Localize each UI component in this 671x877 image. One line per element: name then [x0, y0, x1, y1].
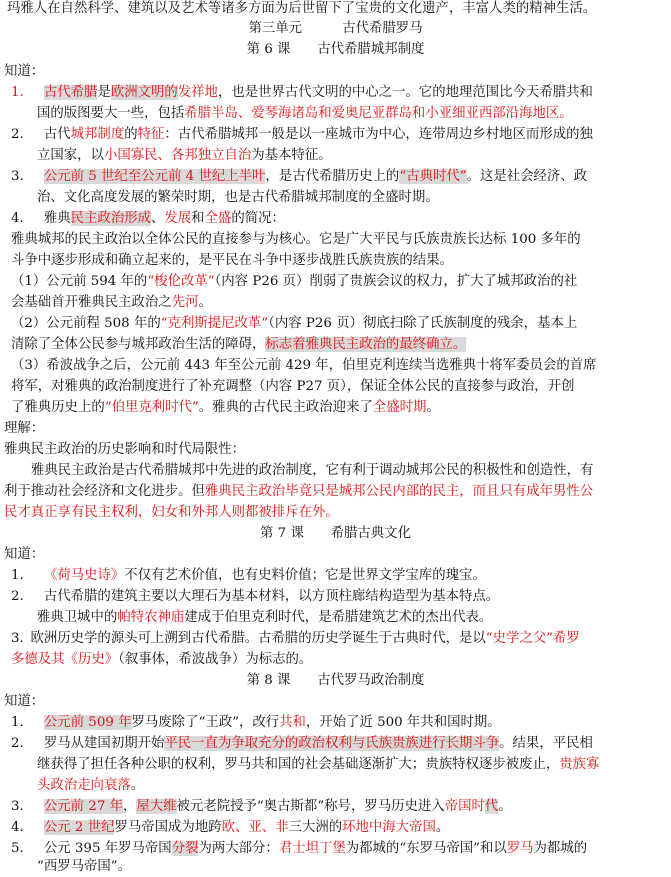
understand-line1: 雅典民主政治是古代希腊城邦中先进的政治制度，它有利于调动城邦公民的积极性和创造性，有	[31, 463, 594, 478]
l8-item1: 1. 公元前 509 年罗马废除了“王政”，改行共和，开始了近 500 年共和国时期。	[11, 715, 501, 730]
l6-item2-line1: 2. 古代城邦制度的特征：古代希腊城邦一般是以一座城市为中心，连带周边乡村地区而形成的独	[11, 127, 593, 142]
understand-label: 理解：	[4, 421, 45, 436]
l6-item1-line2: 国的版图要大一些，包括希腊半岛、爱琴海诸岛和爱奥尼亚群岛和小亚细亚西部沿海地区。	[37, 106, 573, 121]
l6-item4-sub3-line3: 了雅典历史上的“伯里克利时代”。雅典的古代民主政治迎来了全盛时期。	[11, 400, 440, 415]
top-line: 玛雅人在自然科学、建筑以及艺术等诸多方面为后世留下了宝贵的文化遗产，丰富人类的精神生活。	[7, 1, 597, 16]
l8-item2-line1: 2. 罗马从建国初期开始平民一直为争取充分的政治权利与氏族贵族进行长期斗争。结果，平民相	[11, 736, 593, 751]
l6-item4-sub1-line2: 会基础首开雅典民主政治之先河。	[11, 295, 212, 310]
l6-item4-title: 4. 雅典民主政治形成、发展和全盛的简况：	[11, 211, 285, 226]
lesson7-title: 第 7 课 希腊古典文化	[260, 526, 411, 541]
lesson6-title: 第 6 课 古代希腊城邦制度	[246, 42, 425, 57]
l8-item3: 3. 公元前 27 年，屋大维被元老院授予“奥古斯都”称号，罗马历史进入帝国时代。	[11, 799, 512, 814]
l6-item2-line2: 立国家，以小国寡民、各邦独立自治为基本特征。	[37, 148, 332, 163]
l6-item4-para1: 雅典城邦的民主政治以全体公民的直接参与为核心。它是广大平民与氏族贵族长达标 100 多年的	[11, 232, 581, 247]
l7-item3-line1: 3. 欧洲历史学的源头可上溯到古代希腊。古希腊的历史学诞生于古典时代，是以“史学之父”希罗	[11, 631, 580, 646]
l6-item4-sub3-line2: 将军，对雅典的政治制度进行了补充调整（内容 P27 页），保证全体公民的直接参与政治，开创	[11, 379, 575, 394]
l8-item2-line3: 头政治走向衰落。	[37, 778, 145, 793]
l6-item4-sub2-line1: （2）公元前程 508 年的“克利斯提尼改革”（内容 P26 页）彻底扫除了氏族制度的残余，基本上	[11, 316, 578, 331]
l7-item3-line2: 多德及其《历史》（叙事体，希波战争）为标志的。	[11, 652, 313, 667]
l6-item1-line1: 1. 古代希腊是欧洲文明的发祥地，也是世界古代文明的中心之一。它的地理范围比今天希腊共和	[11, 85, 593, 100]
l8-item5-line1: 5. 公元 395 年罗马帝国分裂为两大部分：君士坦丁堡为都城的“东罗马帝国”和以罗马为都城的	[11, 841, 588, 856]
l8-item4: 4. 公元 2 世纪罗马帝国成为地跨欧、亚、非三大洲的环地中海大帝国。	[11, 820, 450, 835]
l6-item3-line2: 治、文化高度发展的繁荣时期，也是古代希腊城邦制度的全盛时期。	[37, 190, 439, 205]
lesson7-know-label: 知道：	[4, 547, 45, 562]
l7-item2-line1: 2. 古代希腊的建筑主要以大理石为基本材料，以方顶柱廊结构造型为基本特点。	[11, 589, 500, 604]
l6-item4-para2: 斗争中逐步形成和确立起来的，是平民在斗争中逐步战胜氏族贵族的结果。	[11, 253, 453, 268]
l8-item5-line2: “西罗马帝国”。	[37, 859, 132, 874]
l6-item4-sub2-line2: 清除了全体公民参与城邦政治生活的障碍，标志着雅典民主政治的最终确立。	[11, 337, 467, 352]
unit-title: 第三单元 古代希腊罗马	[248, 21, 423, 36]
l7-item2-line2: 雅典卫城中的帕特农神庙建成于伯里克利时代，是希腊建筑艺术的杰出代表。	[37, 610, 493, 625]
understand-line2: 利于推动社会经济和文化进步。但雅典民主政治毕竟只是城邦公民内部的民主，而且只有成年男性公	[4, 484, 594, 499]
understand-title: 雅典民主政治的历史影响和时代局限性：	[4, 442, 246, 457]
lesson8-know-label: 知道：	[4, 694, 45, 709]
lesson6-know-label: 知道：	[4, 64, 45, 79]
l6-item4-sub1-line1: （1）公元前 594 年的“梭伦改革”（内容 P26 页）削弱了贵族会议的权力，扩大了城邦政治的社	[11, 274, 578, 289]
l7-item1: 1. 《荷马史诗》不仅有艺术价值，也有史料价值；它是世界文学宝库的瑰宝。	[11, 568, 486, 583]
understand-line3: 民才真正享有民主权利，妇女和外邦人则都被排斥在外。	[4, 505, 339, 520]
l6-item3-line1: 3. 公元前 5 世纪至公元前 4 世纪上半叶，是古代希腊历史上的“古典时代”。这是社会经济、政	[11, 169, 588, 184]
lesson8-title: 第 8 课 古代罗马政治制度	[246, 673, 425, 688]
l8-item2-line2: 继获得了担任各种公职的权利，罗马共和国的社会基础逐渐扩大；贵族特权逐步被废止，贵族寡	[37, 757, 600, 772]
l6-item4-sub3-line1: （3）希波战争之后，公元前 443 年至公元前 429 年，伯里克利连续当选雅典十将军委员会的首席	[11, 358, 597, 373]
